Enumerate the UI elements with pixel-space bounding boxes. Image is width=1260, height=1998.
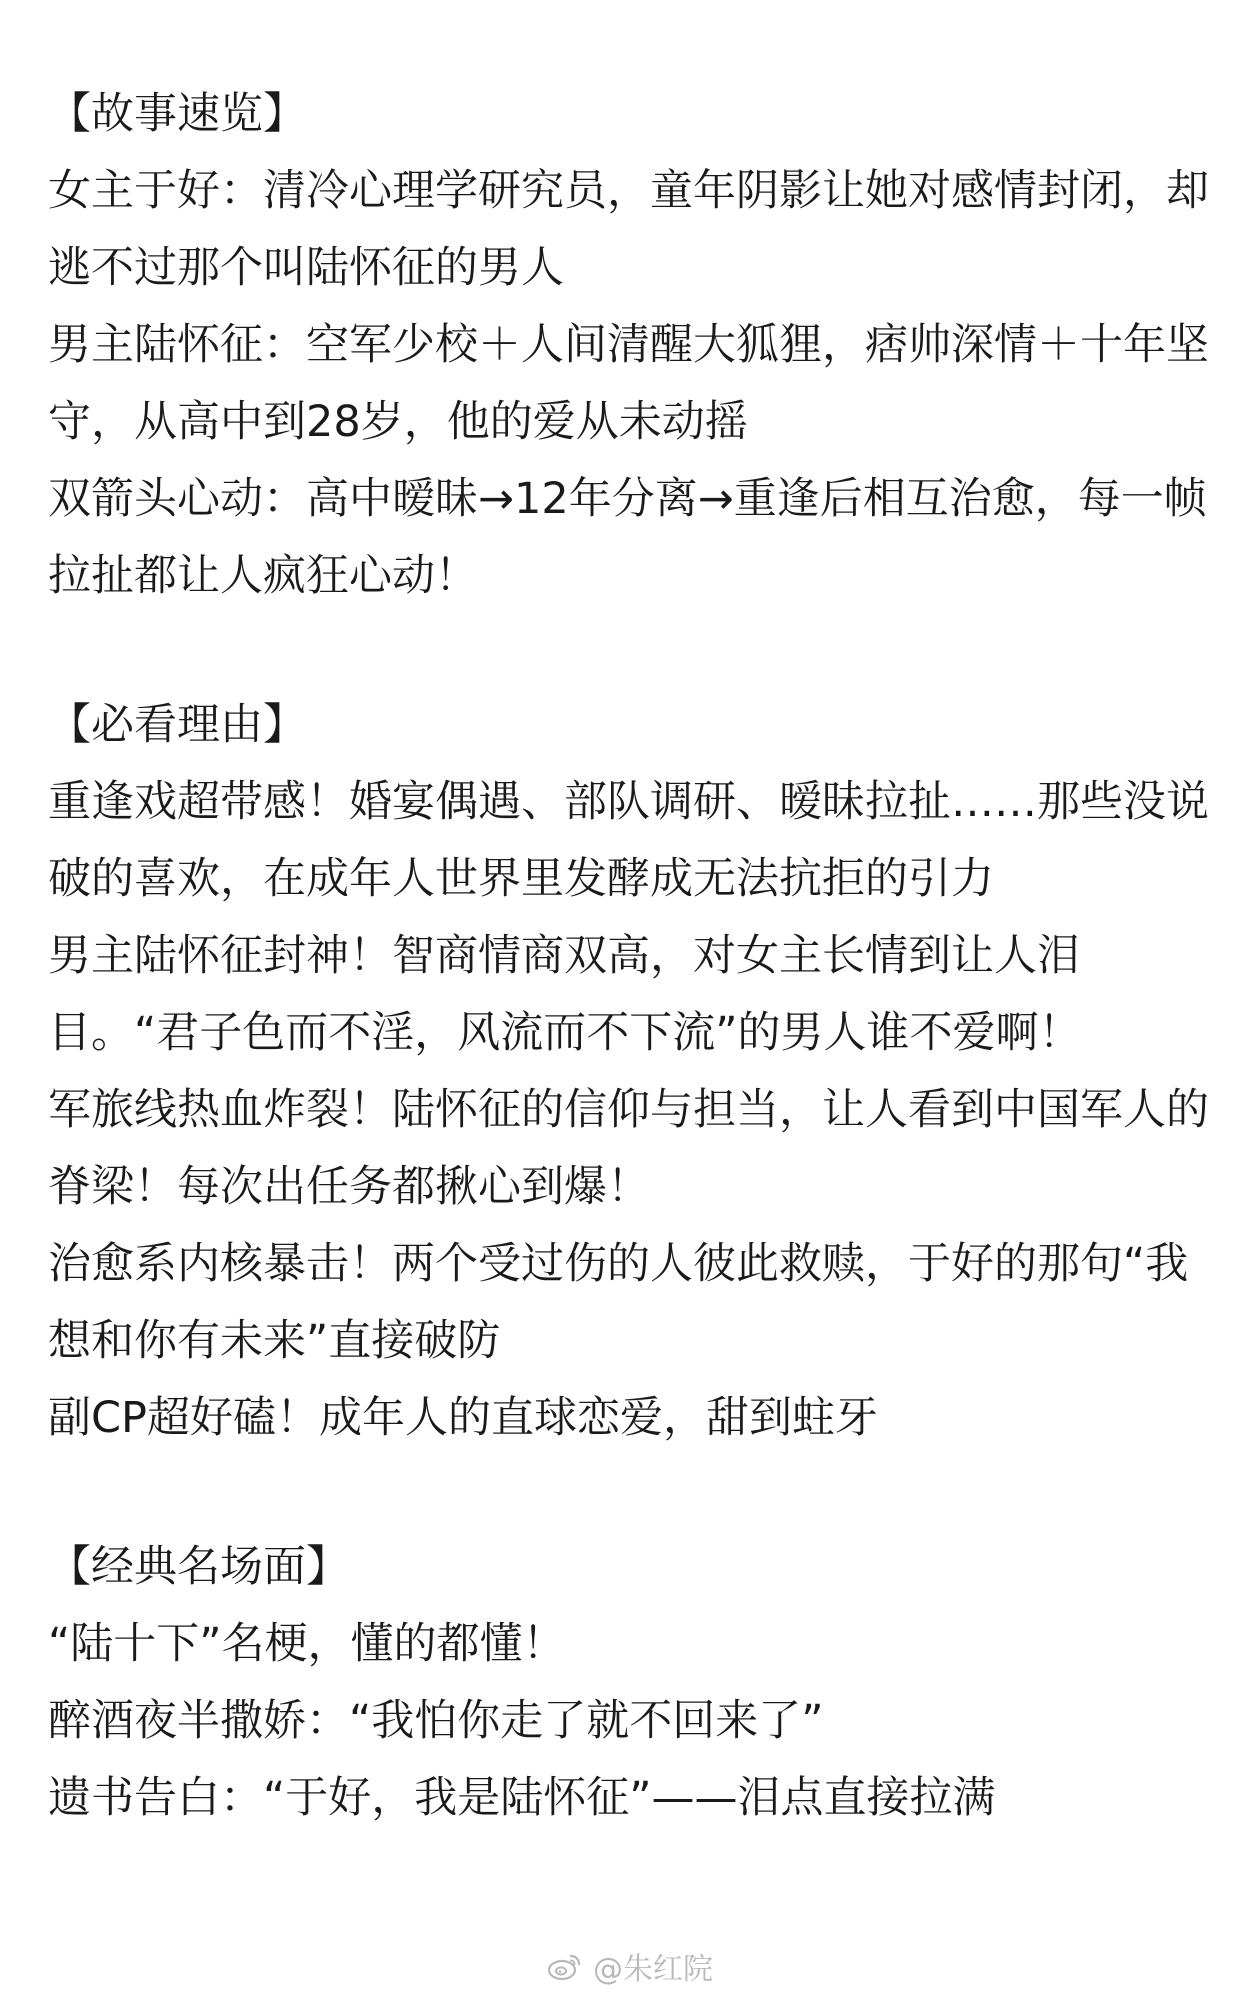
text-line: 男主陆怀征：空军少校＋人间清醒大狐狸，痞帅深情＋十年坚守，从高中到28岁，他的爱从未动摇: [48, 320, 1209, 447]
weibo-icon: [547, 1951, 583, 1981]
text-line: 醉酒夜半撒娇：“我怕你走了就不回来了”: [48, 1696, 824, 1746]
section-story-overview: [48, 76, 1218, 615]
text-line: 治愈系内核暴击！两个受过伤的人彼此救赎，于好的那句“我想和你有未来”直接破防: [48, 1239, 1189, 1366]
text-line: 遗书告白：“于好，我是陆怀征”——泪点直接拉满: [48, 1773, 996, 1823]
text-line: 男主陆怀征封神！智商情商双高，对女主长情到让人泪目。“君子色而不淫，风流而不下流”的男人谁不爱啊！: [48, 931, 1082, 1058]
section-heading: 【故事速览】: [48, 89, 306, 139]
text-line: 女主于好：清冷心理学研究员，童年阴影让她对感情封闭，却逃不过那个叫陆怀征的男人: [48, 166, 1209, 293]
section-heading: 【必看理由】: [48, 700, 306, 750]
text-line: “陆十下”名梗，懂的都懂！: [48, 1619, 566, 1669]
text-line: 双箭头心动：高中暧昧→12年分离→重逢后相互治愈，每一帧拉扯都让人疯狂心动！: [48, 474, 1207, 601]
section-heading: 【经典名场面】: [48, 1542, 349, 1592]
watermark-text: @朱红院: [593, 1952, 713, 1987]
text-line: 军旅线热血炸裂！陆怀征的信仰与担当，让人看到中国军人的脊梁！每次出任务都揪心到爆！: [48, 1085, 1209, 1212]
section-classic-scenes: [48, 1529, 1218, 1837]
article-body: [48, 76, 1218, 1837]
section-must-watch-reasons: [48, 687, 1218, 1457]
text-line: 重逢戏超带感！婚宴偶遇、部队调研、暧昧拉扯……那些没说破的喜欢，在成年人世界里发酵成无法抗拒的引力: [48, 777, 1209, 904]
watermark: [0, 1944, 1260, 1988]
text-line: 副CP超好磕！成年人的直球恋爱，甜到蛀牙: [48, 1393, 878, 1443]
